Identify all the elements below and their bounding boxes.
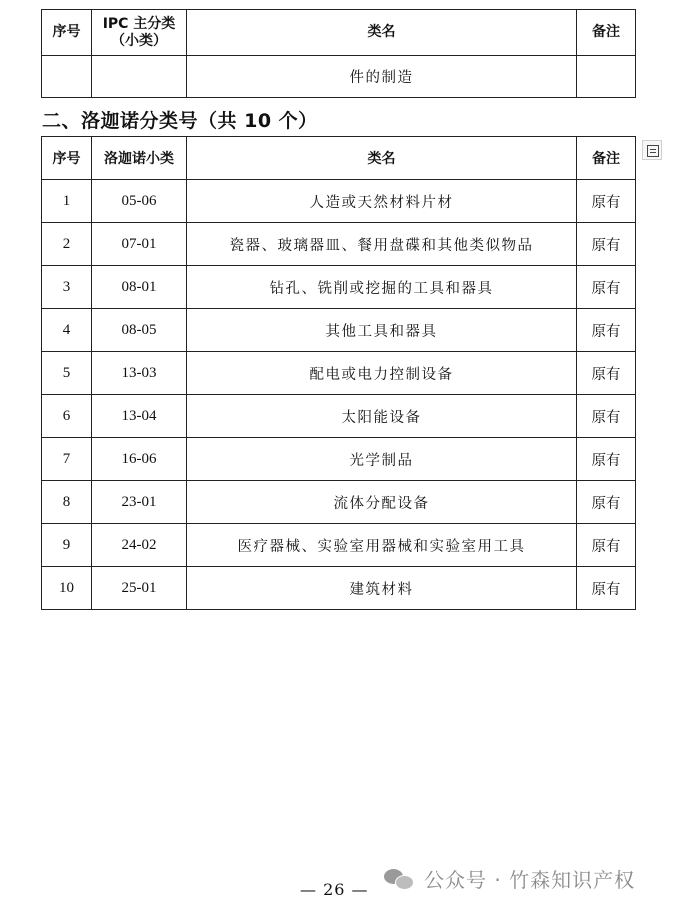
header-ipc-line2: （小类）: [111, 32, 167, 49]
cell-class-name: 件的制造: [187, 56, 577, 98]
cell-code: 07-01: [92, 223, 187, 266]
cell-code: 08-05: [92, 309, 187, 352]
table-row: [42, 309, 636, 352]
cell-serial: 6: [42, 395, 92, 438]
cell-note: 原有: [577, 266, 636, 309]
cell-code: 13-04: [92, 395, 187, 438]
cell-serial: 2: [42, 223, 92, 266]
cell-serial: 1: [42, 180, 92, 223]
table-header-row: [42, 137, 636, 180]
header-locarno-class: 洛迦诺小类: [92, 137, 187, 180]
cell-note: 原有: [577, 352, 636, 395]
table-row: [42, 438, 636, 481]
page-number: — 26 —: [300, 880, 369, 899]
table-row: [42, 395, 636, 438]
cell-code: [92, 56, 187, 98]
watermark: [384, 864, 635, 893]
cell-class-name: 光学制品: [187, 438, 577, 481]
locarno-table: [41, 136, 636, 610]
cell-serial: 7: [42, 438, 92, 481]
cell-note: 原有: [577, 223, 636, 266]
table-row: [42, 56, 636, 98]
cell-serial: 4: [42, 309, 92, 352]
cell-note: [577, 56, 636, 98]
cell-code: 23-01: [92, 481, 187, 524]
cell-class-name: 流体分配设备: [187, 481, 577, 524]
cell-serial: [42, 56, 92, 98]
cell-class-name: 建筑材料: [187, 567, 577, 610]
table-row: [42, 352, 636, 395]
cell-note: 原有: [577, 438, 636, 481]
table-row: [42, 481, 636, 524]
header-note: 备注: [577, 137, 636, 180]
table-row: [42, 567, 636, 610]
cell-code: 24-02: [92, 524, 187, 567]
header-class-name: 类名: [187, 137, 577, 180]
header-ipc-line1: IPC 主分类: [102, 15, 176, 32]
section-heading: 二、洛迦诺分类号（共 10 个）: [42, 110, 318, 132]
table-row: [42, 223, 636, 266]
cell-serial: 9: [42, 524, 92, 567]
cell-code: 05-06: [92, 180, 187, 223]
cell-class-name: 医疗器械、实验室用器械和实验室用工具: [187, 524, 577, 567]
cell-code: 13-03: [92, 352, 187, 395]
cell-note: 原有: [577, 395, 636, 438]
header-serial: 序号: [42, 137, 92, 180]
table-row: [42, 524, 636, 567]
wechat-icon: [384, 867, 414, 891]
header-class-name: 类名: [187, 10, 577, 56]
ipc-table-continuation: [41, 9, 636, 98]
table-row: [42, 180, 636, 223]
cell-class-name: 太阳能设备: [187, 395, 577, 438]
cell-class-name: 人造或天然材料片材: [187, 180, 577, 223]
cell-note: 原有: [577, 180, 636, 223]
cell-note: 原有: [577, 524, 636, 567]
cell-note: 原有: [577, 309, 636, 352]
table-select-icon[interactable]: [642, 140, 662, 160]
cell-serial: 3: [42, 266, 92, 309]
cell-class-name: 钻孔、铣削或挖掘的工具和器具: [187, 266, 577, 309]
header-note: 备注: [577, 10, 636, 56]
header-ipc-class: [92, 10, 187, 56]
cell-note: 原有: [577, 567, 636, 610]
watermark-text: 公众号 · 竹森知识产权: [424, 868, 636, 892]
cell-serial: 5: [42, 352, 92, 395]
table-row: [42, 266, 636, 309]
cell-serial: 8: [42, 481, 92, 524]
table-header-row: [42, 10, 636, 56]
cell-note: 原有: [577, 481, 636, 524]
cell-class-name: 其他工具和器具: [187, 309, 577, 352]
header-serial: 序号: [42, 10, 92, 56]
cell-code: 08-01: [92, 266, 187, 309]
cell-code: 25-01: [92, 567, 187, 610]
cell-code: 16-06: [92, 438, 187, 481]
cell-serial: 10: [42, 567, 92, 610]
cell-class-name: 配电或电力控制设备: [187, 352, 577, 395]
cell-class-name: 瓷器、玻璃器皿、餐用盘碟和其他类似物品: [187, 223, 577, 266]
